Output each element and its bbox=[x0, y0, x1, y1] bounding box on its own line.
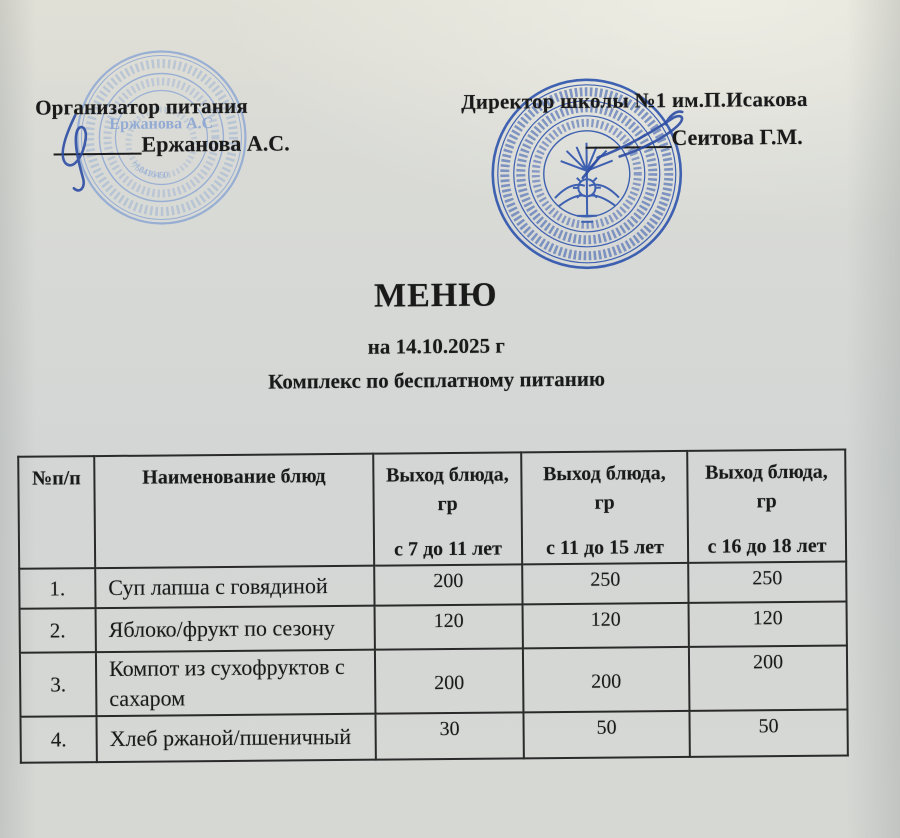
left-signatory-name: Ержанова А.С. bbox=[141, 130, 290, 157]
emblem-icon bbox=[555, 143, 620, 223]
portion-16-18-cell: 250 bbox=[688, 562, 846, 603]
portion-7-11-cell: 120 bbox=[375, 604, 523, 649]
header-dish bbox=[94, 454, 374, 568]
dish-name-cell: Компот из сухофруктов с сахаром bbox=[96, 650, 376, 716]
svg-text:750416450 bbox=[129, 160, 169, 180]
portion-16-18-cell: 50 bbox=[689, 710, 847, 757]
table-row bbox=[20, 710, 847, 763]
row-number-cell: 2. bbox=[20, 608, 96, 653]
header-num bbox=[18, 456, 95, 569]
header-portion-11-15 bbox=[521, 451, 688, 564]
age-range-label: с 16 до 18 лет bbox=[707, 534, 827, 558]
menu-table bbox=[17, 449, 849, 764]
portion-11-15-cell: 120 bbox=[523, 603, 689, 648]
row-number-cell: 3. bbox=[20, 652, 97, 717]
age-range-label: с 7 до 11 лет bbox=[394, 537, 503, 561]
portion-11-15-cell: 50 bbox=[523, 711, 689, 758]
right-signatory-role: Директор школы №1 им.П.Исакова bbox=[461, 86, 808, 114]
page-title: МЕНЮ bbox=[373, 276, 498, 315]
portion-label: Выход блюда, гр bbox=[704, 460, 828, 513]
left-signatory-role: Организатор питания bbox=[35, 93, 249, 120]
signature-line-right bbox=[586, 146, 672, 149]
age-range-label: с 11 до 15 лет bbox=[546, 536, 665, 560]
portion-7-11-cell: 200 bbox=[375, 648, 524, 713]
menu-date: на 14.10.2025 г bbox=[367, 333, 505, 359]
dish-name-cell: Яблоко/фрукт по сезону bbox=[96, 606, 375, 652]
dish-name-cell: Суп лапша с говядиной bbox=[95, 566, 374, 608]
row-number-cell: 4. bbox=[20, 716, 96, 763]
header-num-label: №п/п bbox=[31, 467, 81, 490]
portion-11-15-cell: 250 bbox=[522, 563, 688, 604]
table-row bbox=[20, 646, 848, 717]
row-number-cell: 1. bbox=[19, 568, 95, 609]
portion-7-11-cell: 30 bbox=[375, 712, 523, 759]
menu-table-body bbox=[19, 562, 848, 763]
signature-line-left bbox=[54, 153, 142, 156]
header-row bbox=[18, 450, 846, 569]
portion-16-18-cell: 200 bbox=[689, 646, 848, 711]
stamp-left-number: 750416450 bbox=[129, 159, 169, 180]
menu-table-header bbox=[18, 450, 846, 569]
signature-right-icon bbox=[582, 112, 683, 178]
dish-name-cell: Хлеб ржаной/пшеничный bbox=[96, 714, 375, 762]
menu-subtitle: Комплекс по бесплатному питанию bbox=[268, 366, 606, 394]
portion-label: Выход блюда, гр bbox=[542, 462, 666, 514]
right-signatory-name: Сеитова Г.М. bbox=[671, 123, 803, 151]
portion-label: Выход блюда, гр bbox=[385, 463, 509, 516]
portion-11-15-cell: 200 bbox=[523, 647, 690, 712]
table-row bbox=[20, 602, 847, 653]
header-portion-7-11 bbox=[373, 452, 522, 565]
portion-16-18-cell: 120 bbox=[689, 602, 847, 647]
header-portion-16-18 bbox=[687, 450, 846, 563]
header-dish-label: Наименование блюд bbox=[142, 465, 326, 489]
stamp-left-name: Ержанова А.С bbox=[109, 115, 214, 133]
portion-7-11-cell: 200 bbox=[374, 564, 522, 605]
